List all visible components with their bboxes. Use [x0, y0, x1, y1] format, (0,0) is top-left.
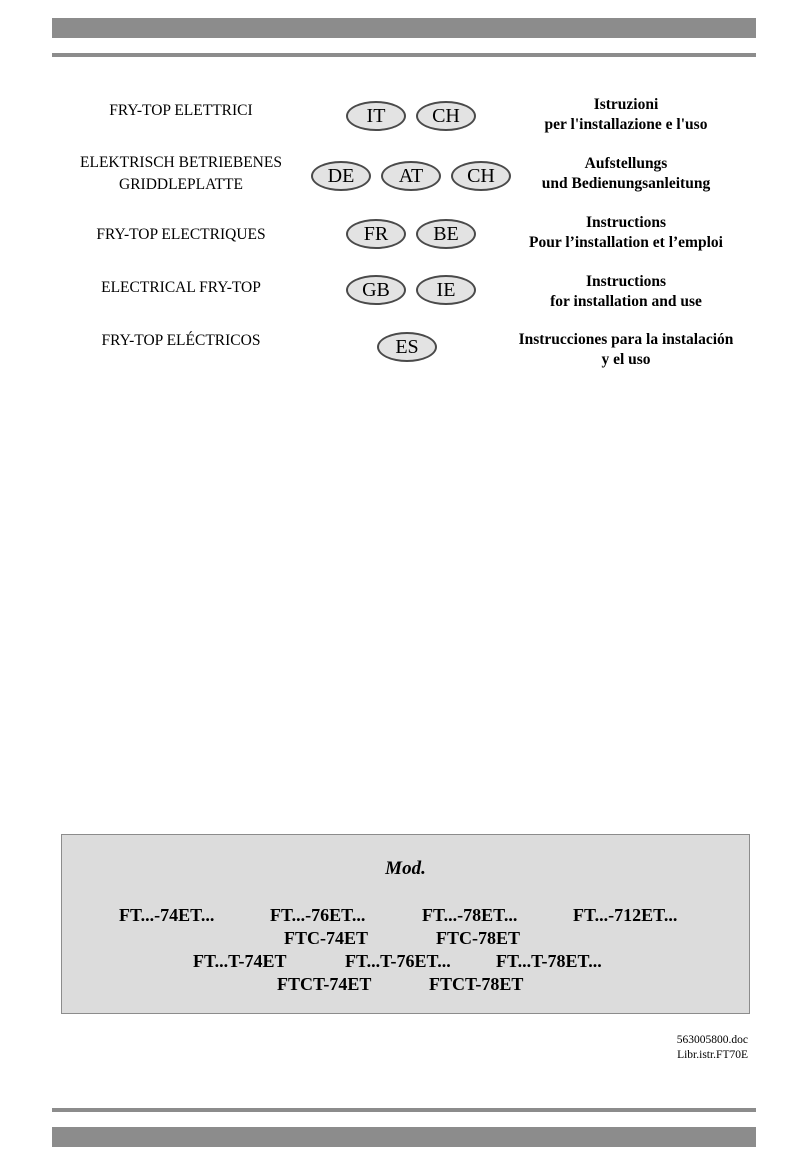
model-label: Mod.	[385, 858, 426, 879]
footer-band-thin	[52, 1108, 756, 1112]
model-code: FT...-76ET...	[270, 905, 366, 925]
country-badge-fr: FR	[346, 219, 406, 249]
country-badge-ch: CH	[451, 161, 511, 191]
model-code: FT...T-74ET	[193, 951, 287, 971]
country-badge-ie: IE	[416, 275, 476, 305]
header-band-thick	[52, 18, 756, 38]
product-name-line: FRY-TOP ELETTRICI	[109, 102, 253, 119]
instructions-line: for installation and use	[550, 293, 702, 310]
model-code: FT...-78ET...	[422, 905, 518, 925]
product-name-line: FRY-TOP ELECTRIQUES	[96, 226, 266, 243]
footer-band-thick	[52, 1127, 756, 1147]
instructions-line: Instructions	[585, 273, 667, 290]
country-badge-de: DE	[311, 161, 371, 191]
instructions-line: und Bedienungsanleitung	[541, 175, 711, 192]
model-code: FT...T-76ET...	[345, 951, 451, 971]
product-name-line: GRIDDLEPLATTE	[119, 176, 243, 193]
document-filename: 563005800.doc	[676, 1034, 748, 1046]
product-name	[56, 224, 306, 246]
model-code: FTC-74ET	[284, 928, 369, 948]
document-library-code: Libr.istr.FT70E	[677, 1049, 748, 1061]
instructions-title	[500, 213, 752, 253]
product-name	[56, 330, 306, 352]
product-name-line: FRY-TOP ELÉCTRICOS	[101, 332, 261, 349]
model-code: FTC-78ET	[436, 928, 521, 948]
instructions-line: Instrucciones para la instalación	[518, 331, 734, 348]
country-badge-at: AT	[381, 161, 441, 191]
country-badge-be: BE	[416, 219, 476, 249]
instructions-line: Instructions	[585, 214, 667, 231]
country-badge-it: IT	[346, 101, 406, 131]
instructions-line: Istruzioni	[593, 96, 659, 113]
model-code: FTCT-74ET	[277, 974, 372, 994]
country-badge-gb: GB	[346, 275, 406, 305]
model-code: FT...-712ET...	[573, 905, 678, 925]
product-name	[56, 277, 306, 299]
product-name	[56, 100, 306, 122]
instructions-title	[500, 272, 752, 312]
instructions-line: y el uso	[601, 351, 651, 368]
product-name-line: ELEKTRISCH BETRIEBENES	[80, 154, 282, 171]
instructions-line: Pour l’installation et l’emploi	[529, 234, 723, 251]
instructions-line: per l'installazione e l'uso	[544, 116, 708, 133]
instructions-title	[500, 330, 752, 370]
model-code: FT...T-78ET...	[496, 951, 602, 971]
model-box	[61, 834, 750, 1014]
instructions-title	[500, 95, 752, 135]
product-name	[56, 152, 306, 196]
header-band-thin	[52, 53, 756, 57]
model-code: FTCT-78ET	[429, 974, 524, 994]
document-reference	[548, 1033, 748, 1063]
model-code: FT...-74ET...	[119, 905, 215, 925]
product-name-line: ELECTRICAL FRY-TOP	[101, 279, 261, 296]
instructions-line: Aufstellungs	[584, 155, 668, 172]
instructions-title	[500, 154, 752, 194]
country-badge-ch: CH	[416, 101, 476, 131]
country-badge-es: ES	[377, 332, 437, 362]
